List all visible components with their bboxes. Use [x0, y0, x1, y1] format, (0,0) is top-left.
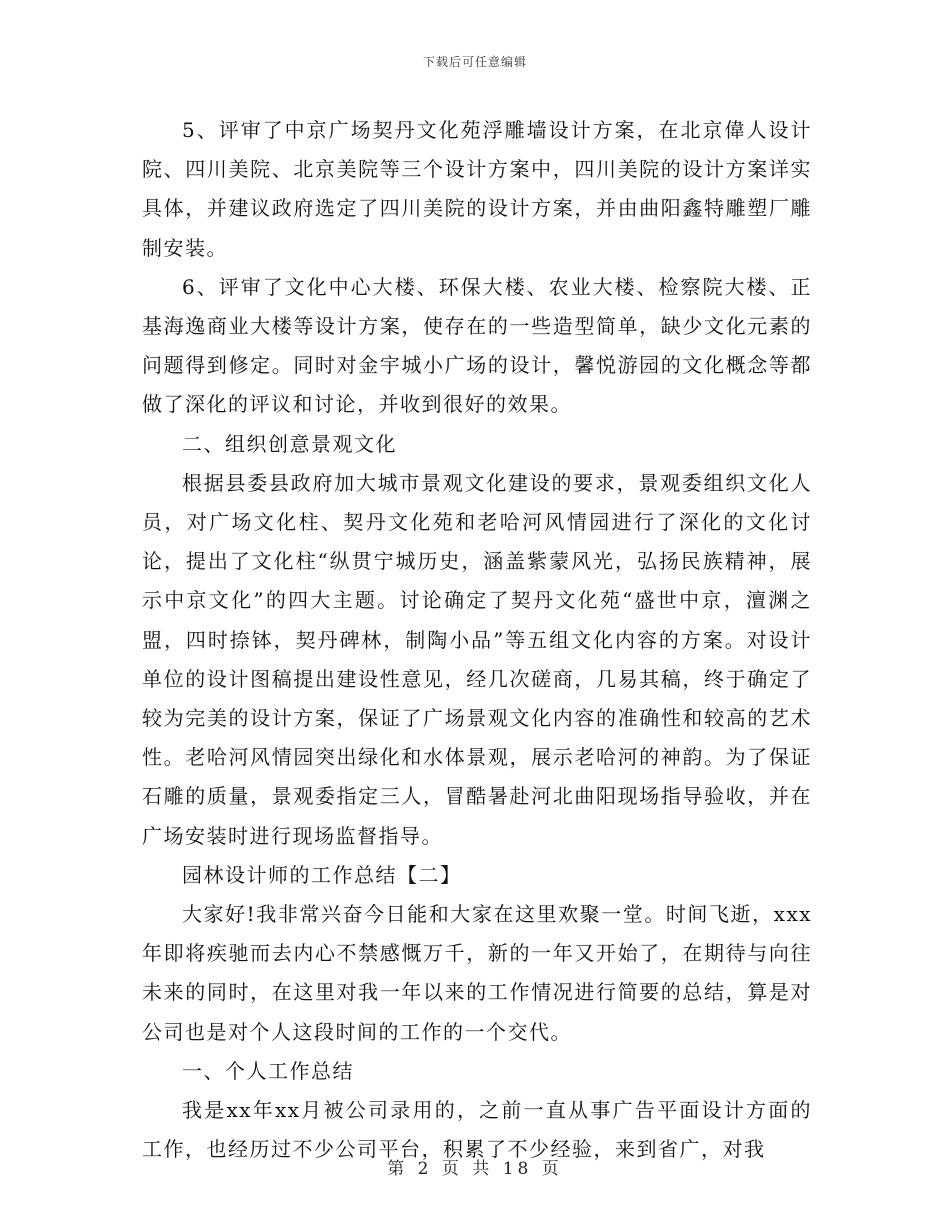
paragraph-item-6: 6、评审了文化中心大楼、环保大楼、农业大楼、检察院大楼、正基海逸商业大楼等设计方案，使存在的一些造型简单，缺少文化元素的问题得到修定。同时对金宇城小广场的设计，馨悦游园的文化概念等都做了深化的评议和讨论，并收到很好的效果。: [142, 274, 812, 417]
paragraph-greeting: 大家好!我非常兴奋今日能和大家在这里欢聚一堂。时间飞逝，xxx年即将疾驰而去内心不禁感慨万千，新的一年又开始了，在期待与向往未来的同时，在这里对我一年以来的工作情况进行简要的总结，算是对公司也是对个人这段时间的工作的一个交代。: [142, 902, 812, 1044]
section-title-summary-2: 园林设计师的工作总结【二】: [182, 862, 462, 887]
paragraph-item-5: 5、评审了中京广场契丹文化苑浮雕墙设计方案，在北京偉人设计院、四川美院、北京美院等三个设计方案中，四川美院的设计方案详实具体，并建议政府选定了四川美院的设计方案，并由曲阳鑫特雕塑厂雕制安装。: [142, 118, 812, 260]
paragraph-personal-summary: 我是xx年xx月被公司录用的，之前一直从事广告平面设计方面的工作，也经历过不少公司平台，积累了不少经验，来到省广，对我: [142, 1098, 812, 1162]
section-heading-personal-summary: 一、个人工作总结: [182, 1058, 354, 1083]
page-header: 下载后可任意编辑: [422, 55, 527, 69]
paragraph-landscape-culture: 根据县委县政府加大城市景观文化建设的要求，景观委组织文化人员，对广场文化柱、契丹文化苑和老哈河风情园进行了深化的文化讨论，提出了文化柱“纵贯宁城历史，涵盖紫蒙风光，弘扬民族精神，展示中京文化”的四大主题。讨论确定了契丹文化苑“盛世中京，澶渊之盟，四时捺钵，契丹碑林，制陶小品”等五组文化内容的方案。对设计单位的设计图稿提出建设性意见，经几次磋商，几易其稿，终于确定了较为完美的设计方案，保证了广场景观文化内容的准确性和较高的艺术性。老哈河风情园突出绿化和水体景观，展示老哈河的神韵。为了保证石雕的质量，景观委指定三人，冒酷暑赴河北曲阳现场指导验收，并在广场安装时进行现场监督指导。: [142, 470, 812, 848]
section-heading-landscape-culture: 二、组织创意景观文化: [182, 431, 397, 456]
page-footer: 第 2 页 共 18 页: [387, 1159, 563, 1179]
document-body: [142, 111, 812, 1169]
